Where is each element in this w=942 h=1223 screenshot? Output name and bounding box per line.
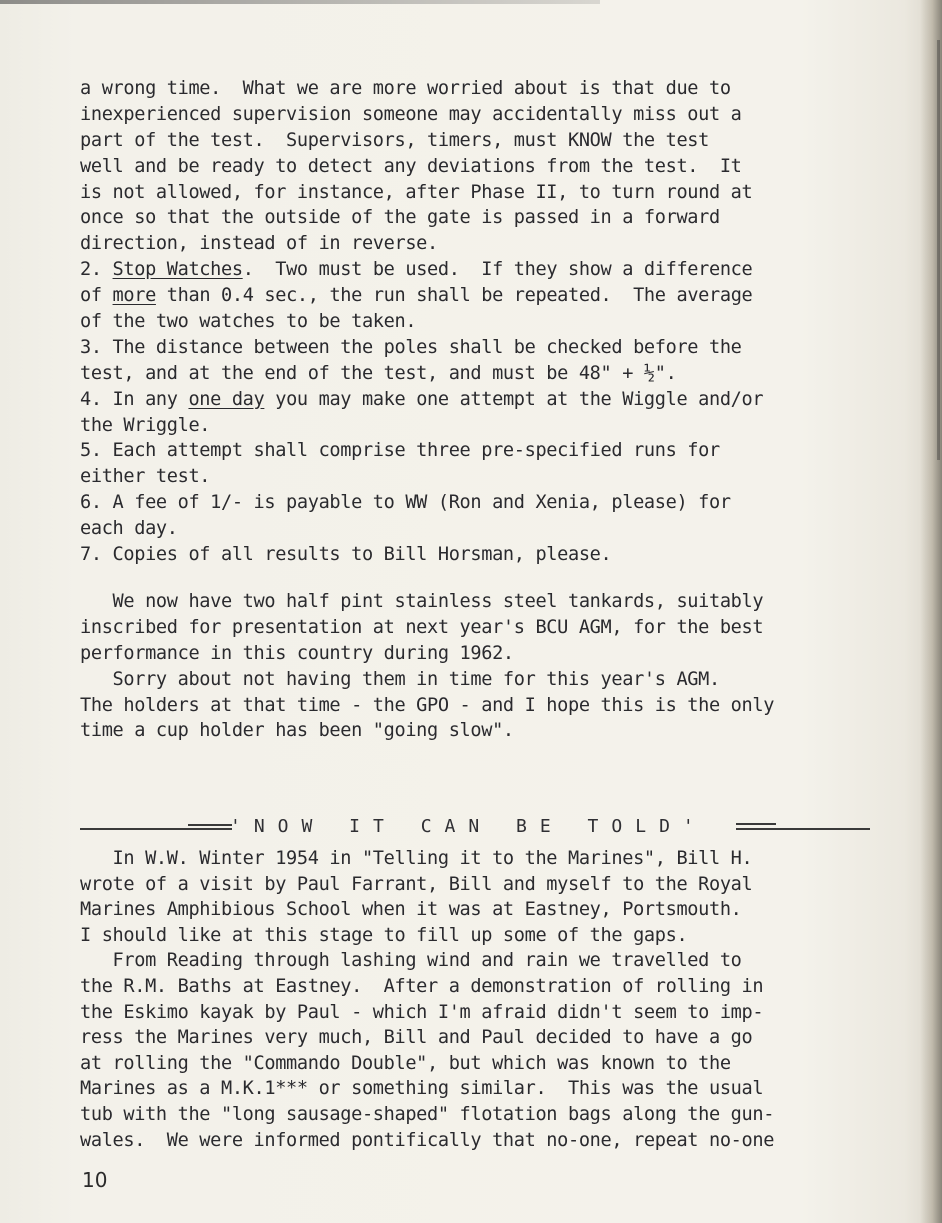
text-line: at rolling the "Commando Double", but which was known to the xyxy=(80,1052,731,1074)
text-line: either test. xyxy=(80,466,211,488)
scan-top-edge xyxy=(0,0,600,4)
text-segment: of xyxy=(80,285,113,307)
text-line: the Wriggle. xyxy=(80,414,211,436)
section-divider xyxy=(80,816,870,838)
text-line: Marines Amphibious School when it was at Eastney, Portsmouth. xyxy=(80,899,742,921)
text-segment: . Two must be used. If they show a difference xyxy=(242,259,753,281)
scan-edge-mark xyxy=(937,40,940,460)
text-line: each day. xyxy=(80,518,178,540)
text-line xyxy=(80,257,900,283)
text-segment: 2. xyxy=(80,259,113,281)
divider-rule-right-double xyxy=(736,823,776,825)
text-line: the R.M. Baths at Eastney. After a demonstration of rolling in xyxy=(80,975,764,997)
tankards-paragraph xyxy=(80,589,900,744)
text-line: I should like at this stage to fill up some of the gaps. xyxy=(80,924,688,946)
text-line: Marines as a M.K.1*** or something similar. This was the usual xyxy=(80,1078,764,1100)
story-section xyxy=(80,846,900,1153)
text-line: tub with the "long sausage-shaped" flotation bags along the gun- xyxy=(80,1103,775,1125)
text-line: direction, instead of in reverse. xyxy=(80,233,438,255)
divider-rule-left-double xyxy=(188,824,232,826)
text-line: a wrong time. What we are more worried about is that due to xyxy=(80,78,731,99)
text-line: Sorry about not having them in time for this year's AGM. xyxy=(80,668,720,690)
text-line: 6. A fee of 1/- is payable to WW (Ron and Xenia, please) for xyxy=(80,492,731,514)
text-line: test, and at the end of the test, and must be 48" + ½". xyxy=(80,362,677,384)
text-line xyxy=(80,283,900,309)
divider-rule-right xyxy=(736,828,870,830)
text-line: is not allowed, for instance, after Phase II, to turn round at xyxy=(80,181,753,203)
text-line: We now have two half pint stainless steel tankards, suitably xyxy=(80,591,764,612)
text-line: wales. We were informed pontifically that no-one, repeat no-one xyxy=(80,1129,775,1151)
text-line: time a cup holder has been "going slow". xyxy=(80,720,514,742)
text-line: The holders at that time - the GPO - and I hope this is the only xyxy=(80,694,775,716)
rules-section xyxy=(80,76,900,568)
text-line: inscribed for presentation at next year's BCU AGM, for the best xyxy=(80,616,764,638)
text-line: wrote of a visit by Paul Farrant, Bill and myself to the Royal xyxy=(80,873,753,895)
underlined-text: Stop Watches xyxy=(112,259,243,281)
underlined-text: more xyxy=(112,285,156,307)
text-line: inexperienced supervision someone may accidentally miss out a xyxy=(80,103,742,125)
text-segment: than 0.4 sec., the run shall be repeated. The average xyxy=(155,285,753,307)
text-line: 7. Copies of all results to Bill Horsman, please. xyxy=(80,544,612,566)
text-line: the Eskimo kayak by Paul - which I'm afraid didn't seem to imp- xyxy=(80,1001,764,1023)
text-segment: you may make one attempt at the Wiggle and/or xyxy=(264,388,764,410)
text-line: ress the Marines very much, Bill and Paul decided to have a go xyxy=(80,1027,753,1049)
text-line: In W.W. Winter 1954 in "Telling it to the Marines", Bill H. xyxy=(80,848,753,869)
text-line: 5. Each attempt shall comprise three pre-specified runs for xyxy=(80,440,720,462)
text-line xyxy=(80,387,900,413)
text-line: well and be ready to detect any deviations from the test. It xyxy=(80,155,742,177)
underlined-text: one day xyxy=(188,388,265,410)
text-line: From Reading through lashing wind and rain we travelled to xyxy=(80,950,742,972)
divider-rule-left xyxy=(80,828,232,830)
text-line: 3. The distance between the poles shall be checked before the xyxy=(80,336,742,358)
text-line: of the two watches to be taken. xyxy=(80,311,417,333)
section-heading: 'NOW IT CAN BE TOLD' xyxy=(230,816,707,837)
text-line: part of the test. Supervisors, timers, must KNOW the test xyxy=(80,129,709,151)
text-line: performance in this country during 1962. xyxy=(80,642,514,664)
page-number: 10 xyxy=(82,1168,108,1192)
text-segment: 4. In any xyxy=(80,388,189,410)
text-line: once so that the outside of the gate is passed in a forward xyxy=(80,207,720,229)
